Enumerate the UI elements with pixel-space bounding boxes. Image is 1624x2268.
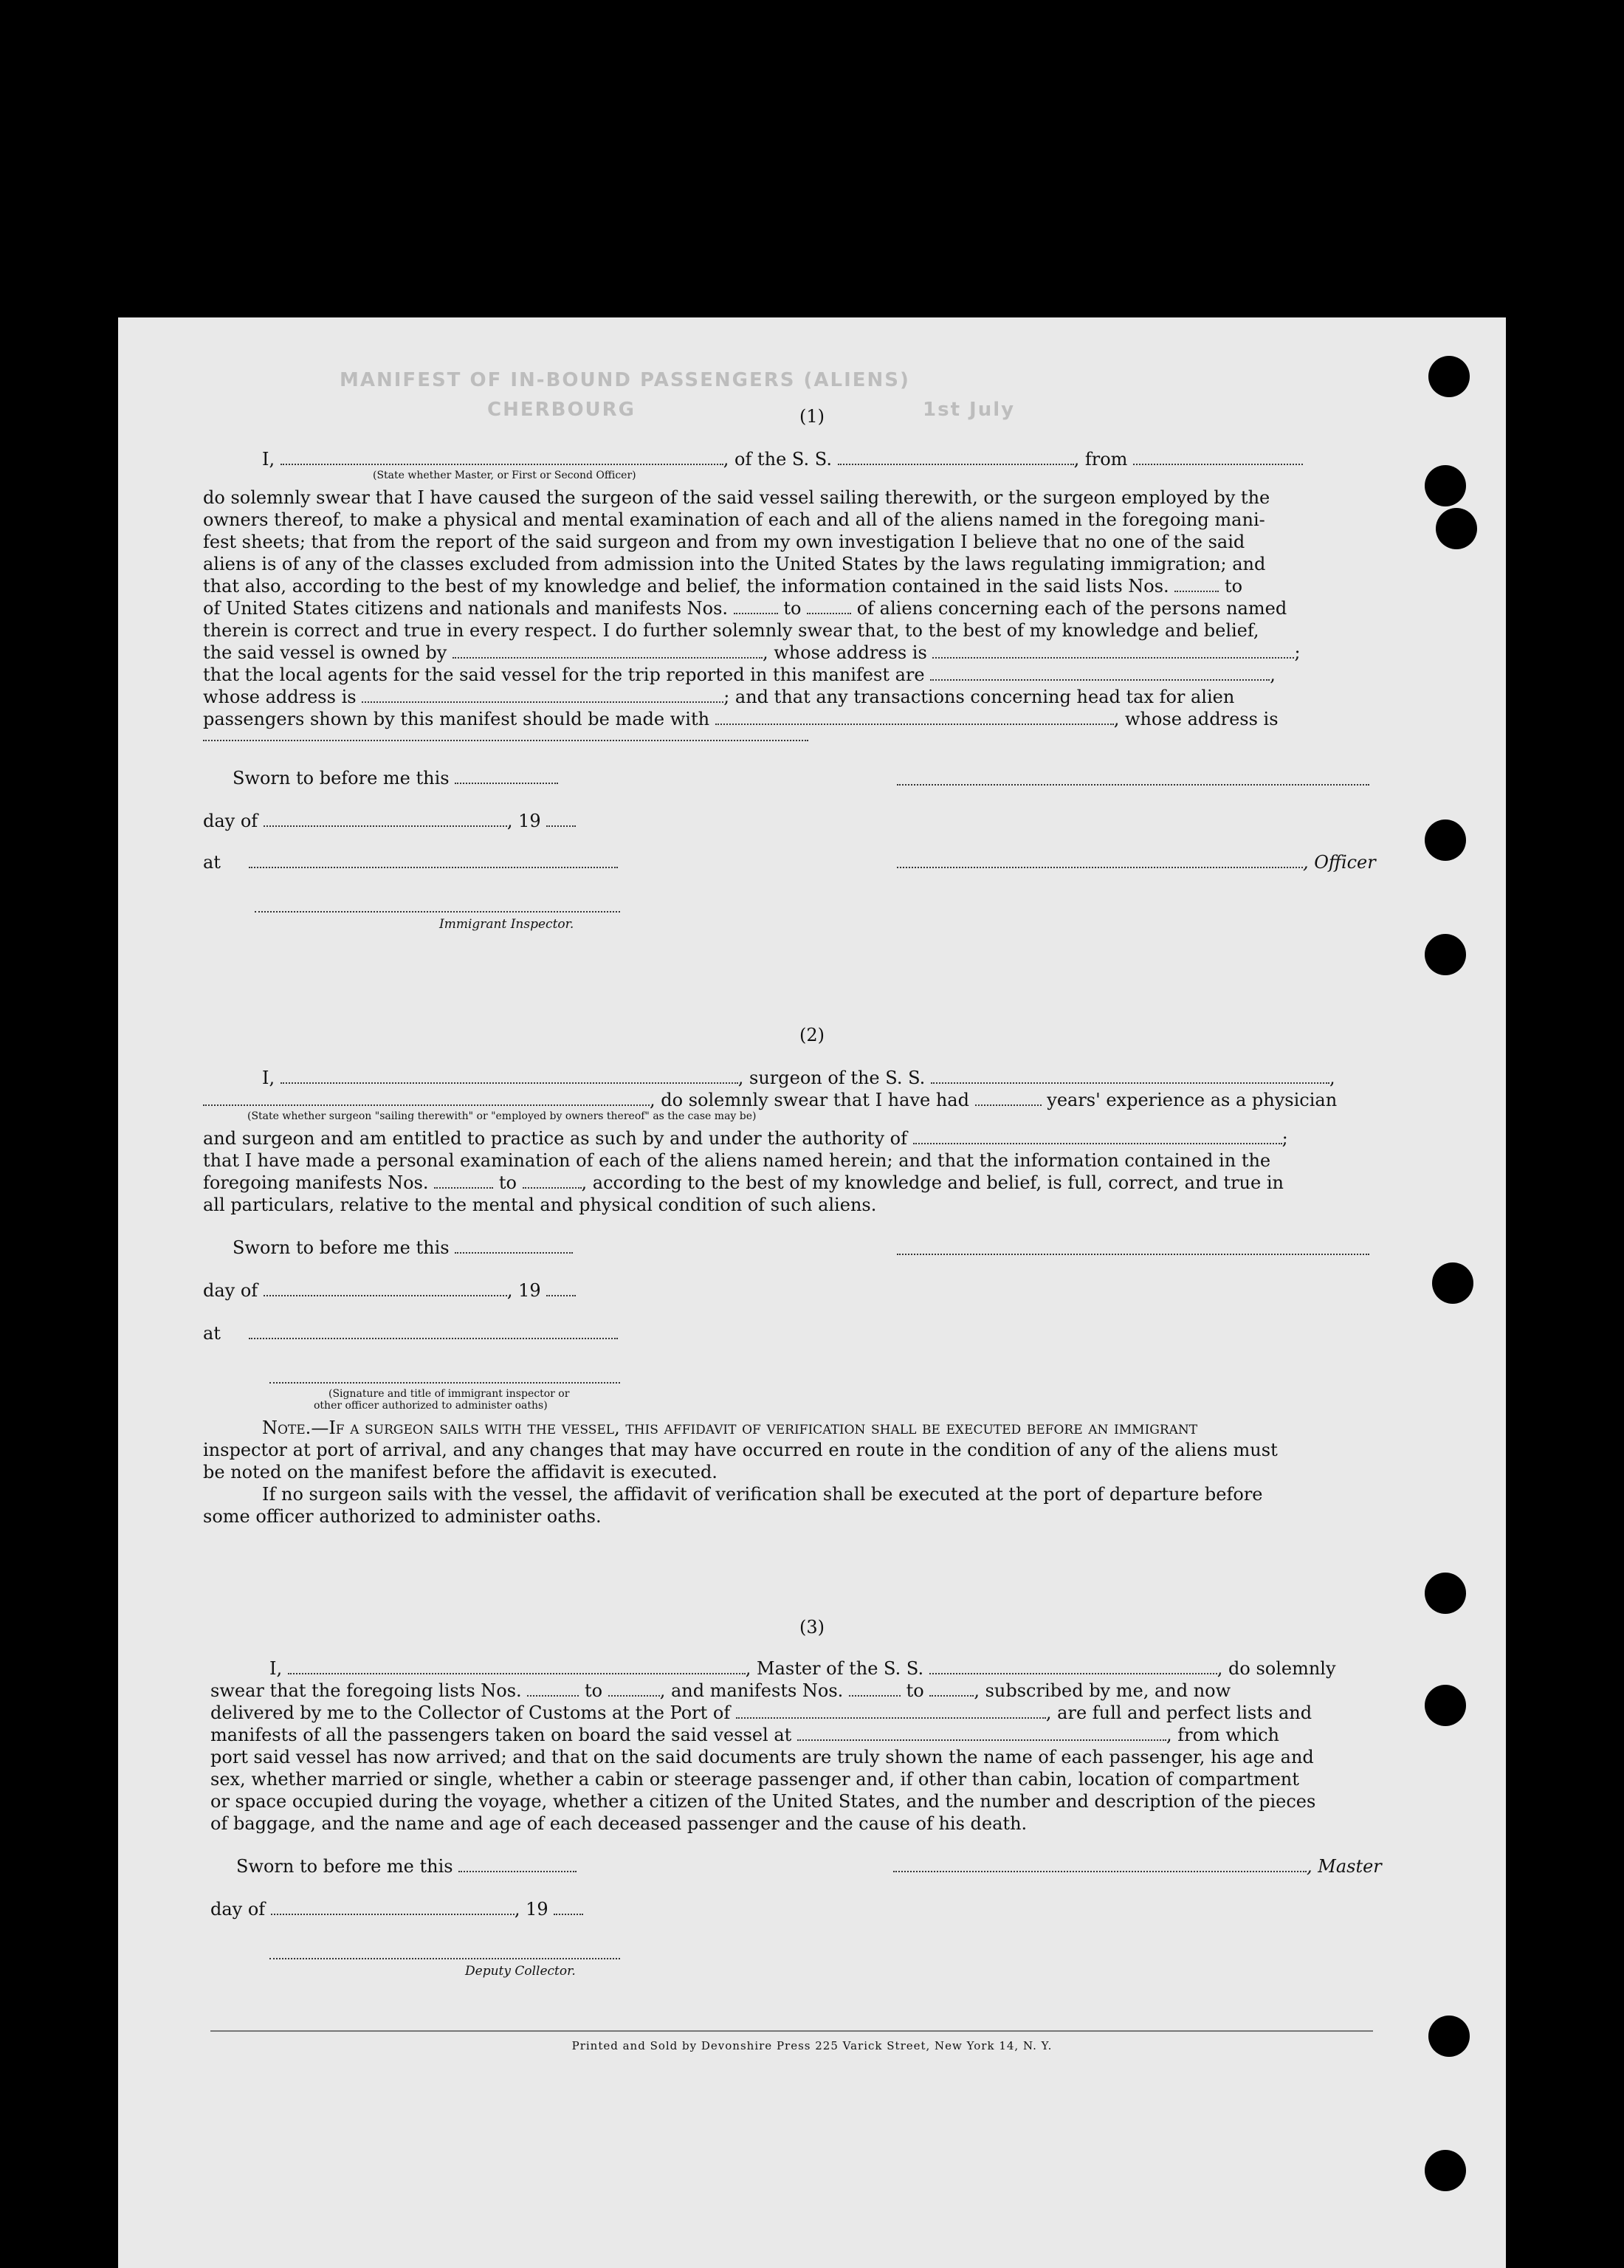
section-2-body-4: all particulars, relative to the mental and physical condition of such aliens. bbox=[203, 1195, 877, 1215]
text: day of bbox=[210, 1899, 266, 1920]
section-3-body-5: sex, whether married or single, whether a cabin or steerage passenger and, if other than cabin, location of compartment bbox=[210, 1769, 1299, 1790]
blank-field[interactable] bbox=[807, 611, 851, 614]
section-1-body-2: owners thereof, to make a physical and mental examination of each and all of the aliens named in the foregoing mani- bbox=[203, 509, 1265, 530]
section-1-officer-line bbox=[897, 853, 1376, 871]
binder-hole bbox=[1436, 508, 1477, 549]
section-3-body-1 bbox=[210, 1682, 1231, 1700]
blank-field[interactable] bbox=[931, 1081, 1329, 1084]
text: , Master of the S. S. bbox=[745, 1658, 924, 1679]
blank-field[interactable] bbox=[527, 1694, 579, 1697]
text: the said vessel is owned by bbox=[203, 642, 447, 663]
text: I, bbox=[262, 449, 275, 470]
section-1-number: (1) bbox=[799, 406, 825, 427]
section-2-number: (2) bbox=[799, 1025, 825, 1045]
bleed-through-date: 1st July bbox=[923, 399, 1016, 421]
section-1-at bbox=[203, 853, 618, 871]
section-3-body-7: of baggage, and the name and age of each deceased passenger and the cause of his death. bbox=[210, 1813, 1028, 1834]
text: I, bbox=[262, 1068, 275, 1088]
note-line-2: inspector at port of arrival, and any changes that may have occurred en route in the condition of any of the aliens must bbox=[203, 1440, 1278, 1460]
section-3-body-4: port said vessel has now arrived; and that on the said documents are truly shown the name of each passenger, his age and bbox=[210, 1747, 1314, 1767]
note-line-3: be noted on the manifest before the affidavit is executed. bbox=[203, 1462, 718, 1482]
blank-field[interactable] bbox=[458, 1869, 577, 1872]
blank-field[interactable] bbox=[608, 1694, 660, 1697]
section-2-sworn bbox=[233, 1239, 573, 1257]
printer-imprint: Printed and Sold by Devonshire Press 225 Varick Street, New York 14, N. Y. bbox=[571, 2039, 1053, 2052]
text: , and manifests Nos. bbox=[659, 1680, 844, 1701]
blank-field[interactable] bbox=[455, 781, 558, 784]
section-1-line-1 bbox=[262, 450, 1303, 468]
blank-field[interactable] bbox=[281, 1081, 738, 1084]
section-3-master-line bbox=[893, 1858, 1382, 1875]
blank-field[interactable] bbox=[734, 611, 778, 614]
text: , of the S. S. bbox=[723, 449, 832, 470]
binder-hole bbox=[1425, 1685, 1466, 1726]
blank-field[interactable] bbox=[797, 1738, 1166, 1741]
section-1-body-7: therein is correct and true in every respect. I do further solemnly swear that, to the best of my knowledge and belief, bbox=[203, 620, 1259, 641]
binder-hole bbox=[1432, 1262, 1473, 1304]
text: Sworn to before me this bbox=[233, 1237, 450, 1258]
section-1-body-3: fest sheets; that from the report of the said surgeon and from my own investigation I believe that no one of the said bbox=[203, 532, 1245, 552]
text: to bbox=[1224, 576, 1243, 597]
deputy-collector-label: Deputy Collector. bbox=[465, 1964, 576, 1979]
text: at bbox=[203, 1323, 221, 1344]
signature-line[interactable] bbox=[255, 911, 620, 913]
bleed-through-title: MANIFEST OF IN-BOUND PASSENGERS (ALIENS) bbox=[340, 369, 910, 391]
section-1-body-9 bbox=[203, 666, 1276, 684]
blank-field[interactable] bbox=[362, 700, 723, 703]
text: , from bbox=[1073, 449, 1128, 470]
text: swear that the foregoing lists Nos. bbox=[210, 1680, 522, 1701]
text: manifests of all the passengers taken on board the said vessel at bbox=[210, 1725, 792, 1745]
section-3-body-3 bbox=[210, 1726, 1279, 1744]
blank-field[interactable] bbox=[1133, 462, 1303, 465]
binder-hole bbox=[1428, 356, 1470, 397]
section-1-body-1: do solemnly swear that I have caused the surgeon of the said vessel sailing therewith, or the surgeon employed by the bbox=[203, 487, 1270, 508]
binder-hole bbox=[1425, 465, 1466, 506]
blank-field[interactable] bbox=[838, 462, 1074, 465]
text: whose address is bbox=[203, 687, 357, 707]
blank-field[interactable] bbox=[455, 1251, 573, 1254]
section-3-day-of bbox=[210, 1900, 583, 1918]
text: , bbox=[1270, 664, 1276, 685]
blank-field[interactable] bbox=[554, 1912, 583, 1915]
text: , subscribed by me, and now bbox=[974, 1680, 1231, 1701]
text: to bbox=[783, 598, 802, 619]
blank-field[interactable] bbox=[546, 1293, 576, 1296]
blank-field[interactable] bbox=[736, 1716, 1046, 1719]
text: , from which bbox=[1166, 1725, 1279, 1745]
section-1-body-6 bbox=[203, 599, 1287, 617]
blank-field[interactable] bbox=[203, 1103, 650, 1106]
blank-field[interactable] bbox=[930, 678, 1270, 681]
section-1-body-11 bbox=[203, 710, 1279, 728]
signature-line[interactable] bbox=[897, 1254, 1369, 1255]
blank-field[interactable] bbox=[849, 1694, 901, 1697]
signature-line[interactable] bbox=[269, 1382, 620, 1384]
text: , bbox=[1329, 1068, 1335, 1088]
section-2-day-of bbox=[203, 1282, 576, 1299]
text: Sworn to before me this bbox=[236, 1856, 453, 1877]
blank-field[interactable] bbox=[249, 865, 618, 868]
text: , whose address is bbox=[1113, 709, 1279, 729]
text: ; bbox=[1294, 642, 1301, 663]
text: day of bbox=[203, 811, 258, 831]
immigrant-inspector-label: Immigrant Inspector. bbox=[439, 917, 574, 932]
text: ; bbox=[1281, 1128, 1288, 1149]
blank-field[interactable] bbox=[929, 1694, 974, 1697]
text: years' experience as a physician bbox=[1047, 1090, 1338, 1110]
signature-line[interactable] bbox=[269, 1958, 620, 1959]
text: , 19 bbox=[506, 811, 541, 831]
text: to bbox=[906, 1680, 924, 1701]
blank-field[interactable] bbox=[929, 1671, 1217, 1674]
text: , Officer bbox=[1303, 852, 1376, 873]
text: , according to the best of my knowledge and belief, is full, correct, and true in bbox=[581, 1172, 1284, 1193]
footer-divider bbox=[210, 2030, 1373, 2032]
blank-field[interactable] bbox=[264, 1293, 507, 1296]
section-3-body-6: or space occupied during the voyage, whether a citizen of the United States, and the number and description of the pieces bbox=[210, 1791, 1316, 1812]
text: of United States citizens and nationals and manifests Nos. bbox=[203, 598, 729, 619]
text: , surgeon of the S. S. bbox=[737, 1068, 926, 1088]
section-1-body-4: aliens is of any of the classes excluded from admission into the United States by the laws regulating immigration; and bbox=[203, 554, 1266, 574]
text: to bbox=[584, 1680, 603, 1701]
signature-line[interactable] bbox=[897, 865, 1303, 868]
blank-field[interactable] bbox=[453, 656, 763, 659]
section-3-body-2 bbox=[210, 1704, 1312, 1722]
blank-field[interactable] bbox=[434, 1186, 493, 1189]
form-page bbox=[118, 317, 1506, 2268]
note-line-4: If no surgeon sails with the vessel, the affidavit of verification shall be executed at the port of departure before bbox=[262, 1484, 1263, 1505]
text: that the local agents for the said vessel for the trip reported in this manifest are bbox=[203, 664, 925, 685]
blank-field[interactable] bbox=[546, 824, 576, 827]
text: passengers shown by this manifest should be made with bbox=[203, 709, 710, 729]
section-1-body-8 bbox=[203, 644, 1301, 662]
section-2-body-2: that I have made a personal examination of each of the aliens named herein; and that the information contained in the bbox=[203, 1150, 1271, 1171]
text: , 19 bbox=[506, 1280, 541, 1301]
text: , 19 bbox=[514, 1899, 548, 1920]
section-3-line-1 bbox=[269, 1660, 1336, 1677]
section-2-sig-caption-1: (Signature and title of immigrant inspector or bbox=[328, 1388, 570, 1400]
blank-field[interactable] bbox=[913, 1141, 1282, 1144]
bleed-through-port: CHERBOURG bbox=[487, 399, 636, 421]
text: delivered by me to the Collector of Customs at the Port of bbox=[210, 1702, 731, 1723]
binder-hole bbox=[1425, 819, 1466, 861]
blank-field[interactable] bbox=[249, 1336, 618, 1339]
binder-hole bbox=[1425, 2150, 1466, 2191]
text: Sworn to before me this bbox=[233, 768, 450, 788]
section-1-body-5 bbox=[203, 577, 1242, 595]
note-line-5: some officer authorized to administer oaths. bbox=[203, 1506, 602, 1527]
binder-hole bbox=[1425, 934, 1466, 975]
section-2-at bbox=[203, 1324, 618, 1342]
section-3-sworn bbox=[236, 1858, 577, 1875]
text: ; and that any transactions concerning head tax for alien bbox=[723, 687, 1235, 707]
text: and surgeon and am entitled to practice as such by and under the authority of bbox=[203, 1128, 907, 1149]
signature-line[interactable] bbox=[893, 1869, 1307, 1872]
signature-line[interactable] bbox=[897, 784, 1369, 786]
blank-field[interactable] bbox=[264, 824, 507, 827]
text: , do solemnly bbox=[1217, 1658, 1336, 1679]
blank-field[interactable] bbox=[271, 1912, 515, 1915]
text: of aliens concerning each of the persons named bbox=[856, 598, 1287, 619]
text: to bbox=[498, 1172, 517, 1193]
blank-field[interactable] bbox=[288, 1671, 746, 1674]
blank-field[interactable] bbox=[715, 722, 1114, 725]
section-3-number: (3) bbox=[799, 1617, 825, 1638]
blank-field[interactable] bbox=[203, 740, 808, 741]
section-2-body-3 bbox=[203, 1174, 1284, 1192]
text: , do solemnly swear that I have had bbox=[650, 1090, 969, 1110]
section-2-caption: (State whether surgeon "sailing therewith" or "employed by owners thereof" as the case may be) bbox=[247, 1110, 757, 1122]
section-1-caption: (State whether Master, or First or Second Officer) bbox=[373, 470, 636, 481]
binder-hole bbox=[1425, 1573, 1466, 1614]
text: , are full and perfect lists and bbox=[1045, 1702, 1312, 1723]
section-1-day-of bbox=[203, 812, 576, 830]
text: , whose address is bbox=[762, 642, 927, 663]
section-2-line-1 bbox=[262, 1069, 1335, 1087]
section-2-line-2 bbox=[203, 1091, 1337, 1109]
text: at bbox=[203, 852, 221, 873]
section-2-body-1 bbox=[203, 1130, 1288, 1147]
blank-field[interactable] bbox=[523, 1186, 582, 1189]
text: that also, according to the best of my knowledge and belief, the information contained in the said lists Nos. bbox=[203, 576, 1169, 597]
section-1-sworn bbox=[233, 769, 558, 787]
text: day of bbox=[203, 1280, 258, 1301]
text: foregoing manifests Nos. bbox=[203, 1172, 429, 1193]
text: , Master bbox=[1307, 1856, 1382, 1877]
blank-field[interactable] bbox=[932, 656, 1294, 659]
text: I, bbox=[269, 1658, 283, 1679]
section-1-body-10 bbox=[203, 688, 1234, 706]
section-2-sig-caption-2: other officer authorized to administer oaths) bbox=[314, 1400, 548, 1412]
blank-field[interactable] bbox=[1174, 589, 1219, 592]
blank-field[interactable] bbox=[281, 462, 723, 465]
blank-field[interactable] bbox=[975, 1103, 1042, 1106]
note-line-1: Note.—If a surgeon sails with the vessel, this affidavit of verification shall be executed before an immigrant bbox=[262, 1418, 1198, 1438]
